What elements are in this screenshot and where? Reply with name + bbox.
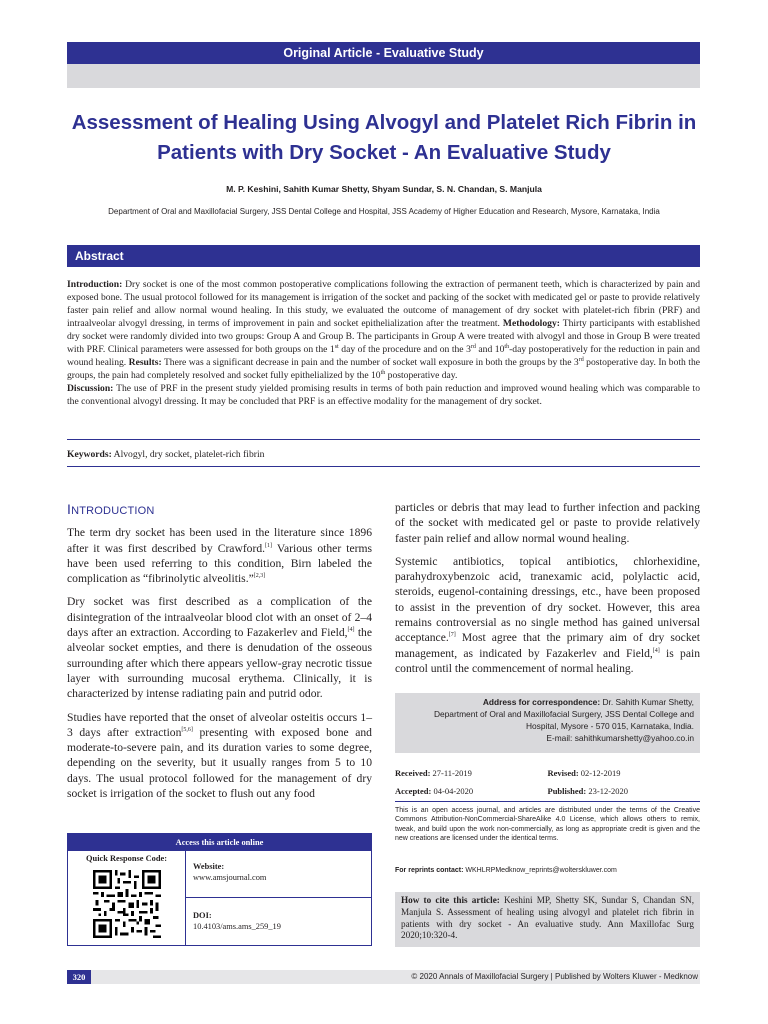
reprints-contact [395, 867, 700, 874]
correspondence-line: Hospital, Mysore - 570 015, Karnataka, India. [525, 721, 694, 731]
date-value: 04-04-2020 [431, 786, 474, 796]
access-online-box [67, 833, 372, 946]
dates-row [395, 764, 700, 782]
paragraph-text: the alveolar socket empties, and there is denudation of the osseous surrounding after which there appears yellow-gray necrotic tissue layer with surrounding mucosal erythema. Clinically, it is characterized by intense radiating pain and putrid odor. [67, 626, 372, 701]
date-value: 02-12-2019 [578, 768, 621, 778]
keywords [67, 449, 700, 460]
date-label: Published: [547, 786, 587, 796]
paragraph-text: The term dry socket has been used in the literature since 1896 after it was first described by Crawford. [67, 526, 372, 555]
paragraph [67, 710, 372, 802]
reprints-label: For reprints contact: [395, 867, 464, 874]
abstract-method-label: Methodology: [502, 318, 560, 329]
abstract-method-text: Thirty participants with established dry socket were randomly divided into two groups: Group A and Group B. The participants in Group A were treated with alvogyl and those in Group B were treated with PRF. Clinical parameters were assessed for both groups on the 1 [67, 318, 700, 355]
abstract-results-label: Results: [128, 357, 162, 368]
received-date [395, 764, 548, 782]
citation-label: How to cite this article: [401, 895, 500, 905]
correspondence-line: Department of Oral and Maxillofacial Surgery, JSS Dental College and [433, 709, 694, 719]
abstract-heading: Abstract [75, 249, 124, 263]
doi-value[interactable]: 10.4103/ams.ams_259_19 [193, 922, 281, 931]
divider [67, 466, 700, 467]
date-label: Received: [395, 768, 431, 778]
superscript: rd [578, 356, 584, 363]
author-list: M. P. Keshini, Sahith Kumar Shetty, Shyam Sundar, S. N. Chandan, S. Manjula [226, 184, 542, 194]
citation-ref: [1] [265, 542, 273, 549]
paragraph-text: Most agree that the primary aim of dry socket management, as indicated by Fazakerlev and Field, [395, 631, 700, 660]
date-label: Accepted: [395, 786, 432, 796]
citation-ref: [4] [652, 647, 660, 654]
abstract-results-text: postoperative day. [385, 370, 458, 381]
website-link[interactable]: www.amsjournal.com [193, 873, 267, 882]
page-number: 320 [67, 970, 91, 984]
citation-ref: [7] [448, 632, 456, 639]
paragraph-text: Systemic antibiotics, topical antibiotics, chlorhexidine, parahydroxybenzoic acid, tranexamic acid, polylactic acid, steroids, eugenol-containing dressings, etc., have been proposed to assist in the prevention of dry socket. However, this area remains controversial as no single method has gained universal acceptance. [395, 554, 700, 645]
superscript: th [504, 343, 510, 350]
footer-text: © 2020 Annals of Maxillofacial Surgery | Published by Wolters Kluwer - Medknow [91, 970, 700, 984]
license-text: This is an open access journal, and articles are distributed under the terms of the Creative Commons Attribution-NonCommercial-ShareAlike 4.0 License, which allows others to remix, tweak, and build upon the work non-commercially, as long as appropriate credit is given and the new creations are licensed under the identical terms. [395, 801, 700, 843]
left-column [67, 502, 372, 809]
abstract-body [67, 278, 700, 408]
superscript: st [334, 343, 339, 350]
reprints-email[interactable]: WKHLRPMedknow_reprints@wolterskluwer.com [463, 867, 617, 874]
revised-date [548, 764, 701, 782]
title-line-2: Patients with Dry Socket - An Evaluative Study [157, 141, 611, 164]
date-value: 27-11-2019 [430, 768, 472, 778]
paragraph-text: Dry socket was first described as a complication of the disintegration of the intraalveolar blood clot with an onset of 2–4 days after an extraction. According to Fazakerlev and Field, [67, 595, 372, 640]
abstract-method-text: day of the procedure and on the 3 [338, 344, 471, 355]
correspondence-email[interactable]: E-mail: sahithkumarshetty@yahoo.co.in [546, 733, 694, 743]
abstract-heading-bar [67, 245, 700, 267]
right-column [395, 500, 700, 684]
date-value: 23-12-2020 [586, 786, 629, 796]
abstract-method-text: and 10 [475, 344, 505, 355]
superscript: rd [470, 343, 476, 350]
citation-ref: [4] [347, 627, 355, 634]
citation-ref: [5,6] [181, 727, 193, 733]
qr-label: Quick Response Code: [86, 854, 167, 863]
keywords-label: Keywords: [67, 449, 112, 460]
paragraph-text: presenting with exposed bone and moderate-to-severe pain, and its duration varies to some degree, depending on the severity, but it usually ranges from 5 to 10 days. The usual protocol followed for the management of dry socket is irrigation of the socket to flush out any food [67, 725, 372, 801]
abstract-discussion-text: The use of PRF in the present study yielded promising results in terms of both pain reduction and improved wound healing which was comparable to the conventional alvogyl dressing. It may be concluded that PRF is an effective modality for the management of dry socket. [67, 383, 700, 407]
dates-row [395, 782, 700, 800]
affiliation: Department of Oral and Maxillofacial Surgery, JSS Dental College and Hospital, JSS Academy of Higher Education and Research, Mysore, Karnataka, India [108, 207, 660, 216]
citation-box [395, 892, 700, 947]
paragraph-text: Various other terms have been used referring to this condition, Birn labeled the complication as “fibrinolytic alveolitis.” [67, 541, 372, 586]
introduction-heading [67, 502, 372, 519]
website-label: Website: [193, 862, 225, 871]
correspondence-line [401, 696, 694, 708]
accepted-date [395, 782, 548, 800]
correspondence-name: Dr. Sahith Kumar Shetty, [600, 697, 694, 707]
paragraph-text: is pain control until the commencement of normal healing. [395, 646, 700, 675]
abstract-method-text: -day postoperatively for the reduction in pain and wound healing. [67, 344, 700, 368]
access-heading: Access this article online [68, 834, 371, 851]
abstract-intro-label: Introduction: [67, 279, 123, 290]
article-dates [395, 764, 700, 800]
heading-rest: NTRODUCTION [71, 505, 155, 517]
website-cell [185, 851, 371, 898]
qr-code-icon[interactable] [93, 869, 161, 939]
page-footer [67, 970, 700, 984]
superscript: th [380, 369, 386, 376]
title-line-1: Assessment of Healing Using Alvogyl and Platelet Rich Fibrin in [71, 111, 697, 134]
date-label: Revised: [547, 768, 579, 778]
published-date [548, 782, 701, 800]
paragraph [395, 554, 700, 676]
article-type-label: Original Article - Evaluative Study [283, 46, 484, 60]
divider [67, 439, 700, 440]
paragraph [67, 525, 372, 586]
article-title [60, 108, 708, 168]
correspondence-box [395, 693, 700, 753]
paragraph [67, 594, 372, 701]
paragraph: particles or debris that may lead to further infection and packing of the socket with medicated gel or paste to provide relatively faster pain relief and allow normal wound healing. [395, 501, 700, 545]
doi-label: DOI: [193, 911, 212, 920]
abstract-intro-text: Dry socket is one of the most common postoperative complications following the extraction of permanent teeth, which is characterized by pain and exposed bone. The usual protocol followed for its management is irrigation of the socket and packing of the socket with medicated gel or paste to provide relatively faster pain relief and allow normal wound healing. In this study, we evaluated the outcome of management of dry socket with platelet-rich fibrin (PRF) and intraalveolar alvogyl dressing, in terms of improvement in pain and socket epithelialization after the treatment. [67, 279, 700, 329]
abstract-results-text: postoperative day. In both the groups, the pain had completely resolved and socket fully epithelialized by the 10 [67, 357, 700, 381]
qr-cell [68, 851, 186, 945]
abstract-discussion-label: Discussion: [67, 383, 114, 394]
heading-initial: I [67, 501, 72, 517]
header-grey-bar [67, 64, 700, 88]
doi-cell [185, 898, 371, 945]
correspondence-label: Address for correspondence: [482, 697, 601, 707]
paragraph-text: Studies have reported that the onset of alveolar osteitis occurs 1–3 days after extraction [67, 710, 372, 739]
article-type-banner [67, 42, 700, 64]
citation-ref: [2,3] [253, 573, 266, 580]
abstract-results-text: There was a significant decrease in pain and the number of socket wall exposure in both the groups by the 3 [161, 357, 579, 368]
citation-text: Keshini MP, Shetty SK, Sundar S, Chandan SN, Manjula S. Assessment of healing using alvogyl and platelet rich fibrin in patients with dry socket - An evaluative study. Ann Maxillofac Surg 2020;10:320-4. [401, 895, 694, 941]
keywords-text: Alvogyl, dry socket, platelet-rich fibrin [111, 449, 265, 460]
